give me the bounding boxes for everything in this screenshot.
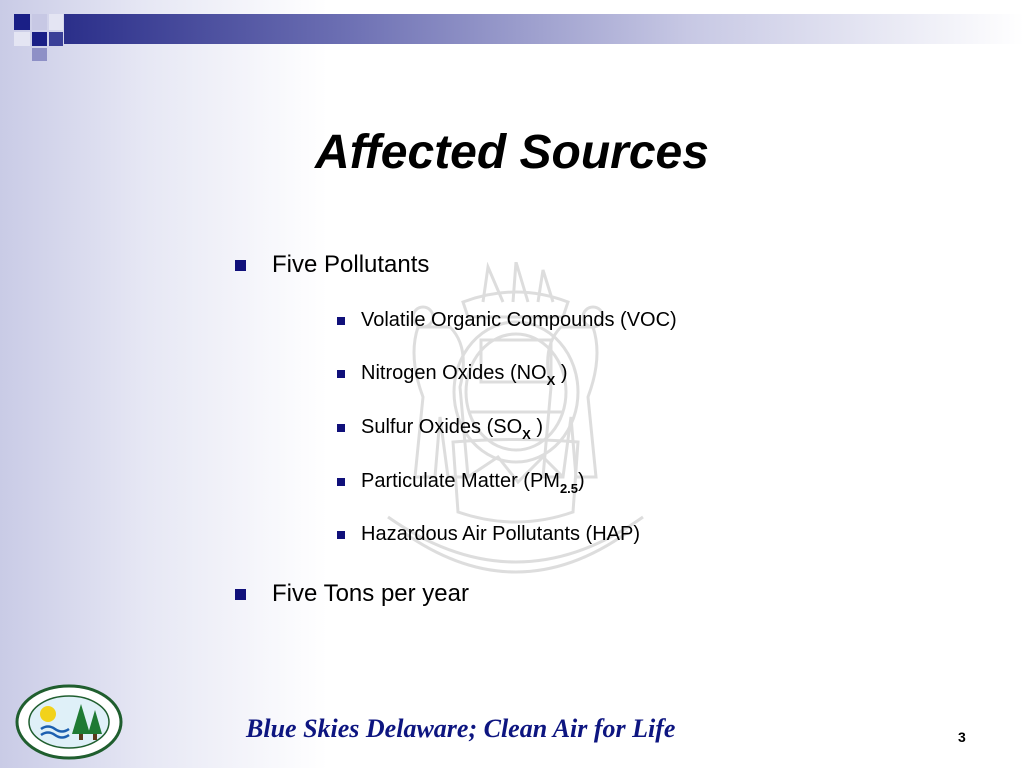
sub-bullet-text: Particulate Matter (PM — [361, 470, 560, 492]
sub-bullet-voc — [361, 309, 677, 332]
bullet-square-icon — [235, 589, 246, 600]
bullet-square-icon — [337, 531, 345, 539]
bullet-square-icon — [337, 317, 345, 325]
sub-bullet-nox — [361, 362, 568, 388]
sub-bullet-text-end: ) — [530, 416, 544, 438]
sub-bullet-text: Sulfur Oxides (SO — [361, 416, 523, 438]
slide-title: Affected Sources — [315, 126, 709, 179]
bullet-square-icon — [337, 478, 345, 486]
page-number: 3 — [958, 729, 966, 745]
subscript: 2.5 — [559, 481, 579, 496]
subscript: X — [546, 373, 556, 388]
sub-bullet-text: Nitrogen Oxides (NO — [361, 362, 547, 384]
bullet-text: Five Tons per year — [272, 580, 469, 607]
bullet-square-icon — [235, 260, 246, 271]
sub-bullet-pm25 — [361, 470, 585, 496]
bullet-text: Five Pollutants — [272, 251, 430, 278]
sub-bullet-text-end: ) — [578, 470, 585, 492]
bullet-square-icon — [337, 370, 345, 378]
sub-bullet-text: Volatile Organic Compounds (VOC) — [361, 309, 677, 331]
bullet-square-icon — [337, 424, 345, 432]
sub-bullet-text: Hazardous Air Pollutants (HAP) — [361, 523, 641, 545]
dnrec-logo-icon — [15, 684, 123, 760]
footer-tagline: Blue Skies Delaware; Clean Air for Life — [246, 714, 676, 743]
top-gradient-bar — [64, 14, 1024, 44]
sub-bullet-sox — [361, 416, 544, 442]
sub-bullet-hap — [361, 523, 640, 546]
bullet-five-tons — [272, 580, 469, 608]
subscript: X — [522, 427, 531, 442]
bullet-five-pollutants — [272, 251, 429, 279]
sub-bullet-text-end: ) — [555, 362, 568, 384]
